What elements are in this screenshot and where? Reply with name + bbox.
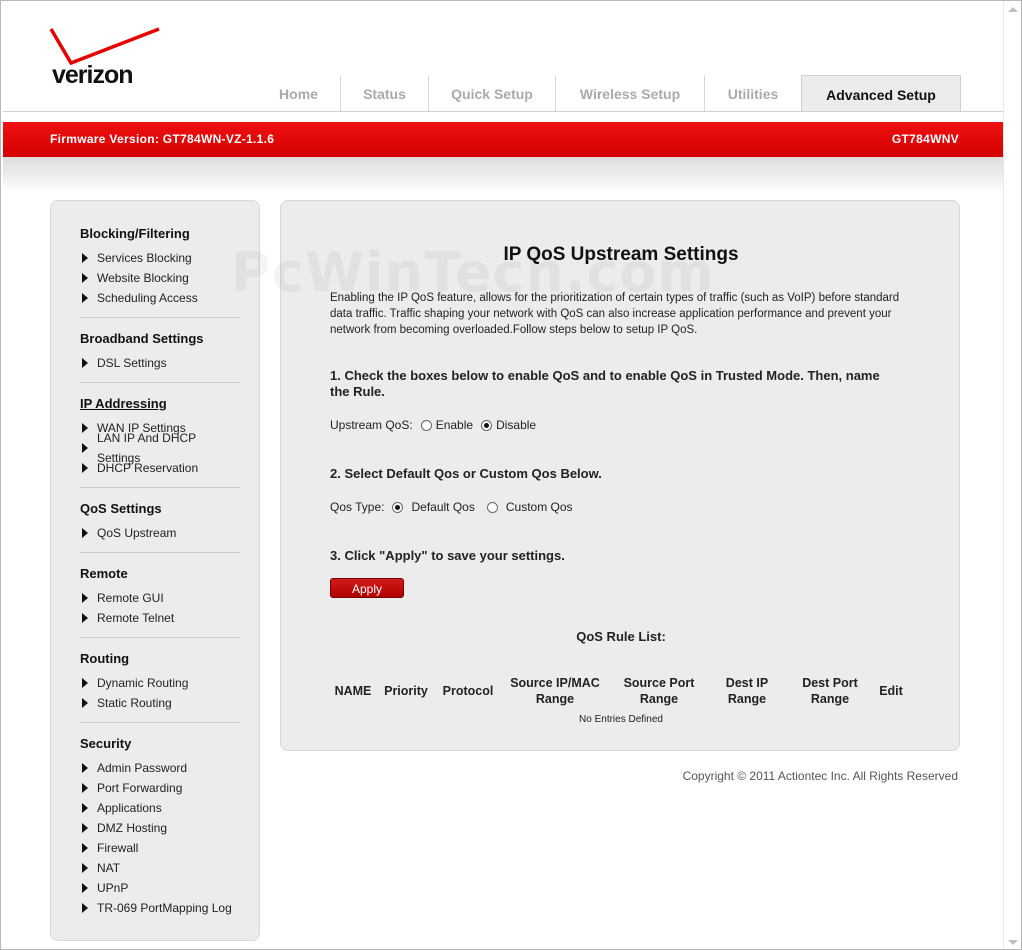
no-entries-text: No Entries Defined <box>579 714 663 725</box>
sidebar-item-port-forwarding[interactable]: Port Forwarding <box>80 778 242 798</box>
column-header-protocol: Protocol <box>442 684 494 698</box>
sidebar-divider <box>80 637 240 638</box>
tab-wireless-setup[interactable]: Wireless Setup <box>556 75 705 111</box>
logo-text: verizon <box>52 61 133 89</box>
column-header-source-port: Source Port Range <box>623 676 695 706</box>
banner-shadow <box>3 157 1006 193</box>
arrow-right-icon <box>82 678 88 688</box>
sidebar-item-remote-telnet[interactable]: Remote Telnet <box>80 608 242 628</box>
arrow-right-icon <box>82 528 88 538</box>
qos-type-label: Qos Type: <box>330 500 385 514</box>
arrow-right-icon <box>82 358 88 368</box>
sidebar-item-scheduling-access[interactable]: Scheduling Access <box>80 288 242 308</box>
sidebar-divider <box>80 487 240 488</box>
sidebar-item-dynamic-routing[interactable]: Dynamic Routing <box>80 673 242 693</box>
sidebar-item-qos-upstream[interactable]: QoS Upstream <box>80 523 242 543</box>
sidebar-section-qos <box>80 501 242 543</box>
custom-qos-radio[interactable] <box>487 502 498 513</box>
page-description: Enabling the IP QoS feature, allows for the prioritization of certain types of traffic (such as VoIP) before standard data traffic. Traffic shaping your network with QoS can also increase application performance and prevent your network from becoming overloaded.Follow steps below to setup IP QoS. <box>330 292 900 336</box>
arrow-right-icon <box>82 613 88 623</box>
sidebar-item-firewall[interactable]: Firewall <box>80 838 242 858</box>
column-header-dest-ip: Dest IP Range <box>725 676 769 706</box>
upstream-qos-row <box>330 418 536 432</box>
main-nav-tabs <box>257 75 961 111</box>
sidebar-section-title: Blocking/Filtering <box>80 226 190 241</box>
sidebar-item-nat[interactable]: NAT <box>80 858 242 878</box>
sidebar-section-title: Routing <box>80 651 130 666</box>
sidebar <box>50 200 260 941</box>
upstream-disable-radio[interactable] <box>481 420 492 431</box>
sidebar-item-dhcp-reservation[interactable]: DHCP Reservation <box>80 458 242 478</box>
custom-qos-label[interactable]: Custom Qos <box>505 500 573 514</box>
sidebar-item-dmz-hosting[interactable]: DMZ Hosting <box>80 818 242 838</box>
arrow-right-icon <box>82 823 88 833</box>
sidebar-section-title-link[interactable]: IP Addressing <box>80 396 167 411</box>
upstream-enable-radio[interactable] <box>421 420 432 431</box>
sidebar-section-ip-addressing <box>80 396 242 478</box>
arrow-right-icon <box>82 253 88 263</box>
arrow-right-icon <box>82 843 88 853</box>
upstream-disable-label[interactable]: Disable <box>496 418 537 432</box>
firmware-version: Firmware Version: GT784WN-VZ-1.1.6 <box>50 132 275 146</box>
verizon-logo[interactable] <box>49 25 169 95</box>
arrow-right-icon <box>82 863 88 873</box>
arrow-right-icon <box>82 783 88 793</box>
arrow-right-icon <box>82 698 88 708</box>
sidebar-section-title: Security <box>80 736 132 751</box>
sidebar-item-wan-ip-settings[interactable]: WAN IP Settings <box>80 418 242 438</box>
column-header-dest-port: Dest Port Range <box>802 676 858 706</box>
arrow-right-icon <box>82 593 88 603</box>
sidebar-divider <box>80 722 240 723</box>
sidebar-section-title: QoS Settings <box>80 501 162 516</box>
header-divider <box>3 111 1006 112</box>
scroll-down-icon[interactable] <box>1008 940 1018 945</box>
sidebar-item-remote-gui[interactable]: Remote GUI <box>80 588 242 608</box>
step-3-heading: 3. Click "Apply" to save your settings. <box>330 548 565 563</box>
sidebar-item-admin-password[interactable]: Admin Password <box>80 758 242 778</box>
sidebar-divider <box>80 552 240 553</box>
upstream-enable-label[interactable]: Enable <box>435 418 474 432</box>
sidebar-section-security <box>80 736 242 918</box>
sidebar-item-website-blocking[interactable]: Website Blocking <box>80 268 242 288</box>
vertical-scrollbar[interactable] <box>1003 1 1021 950</box>
column-header-priority: Priority <box>384 684 428 698</box>
arrow-right-icon <box>82 803 88 813</box>
qos-rule-list-title: QoS Rule List: <box>576 629 666 644</box>
sidebar-section-blocking <box>80 226 242 308</box>
arrow-right-icon <box>82 463 88 473</box>
arrow-right-icon <box>82 883 88 893</box>
sidebar-item-lan-ip-dhcp[interactable]: LAN IP And DHCP Settings <box>80 438 242 458</box>
tab-advanced-setup[interactable]: Advanced Setup <box>801 75 961 111</box>
column-header-source-ip-mac: Source IP/MAC Range <box>510 676 600 706</box>
tab-home[interactable]: Home <box>257 75 341 111</box>
sidebar-item-services-blocking[interactable]: Services Blocking <box>80 248 242 268</box>
verizon-checkmark-icon <box>49 25 169 65</box>
firmware-banner <box>3 122 1006 157</box>
sidebar-section-title: Remote <box>80 566 128 581</box>
arrow-right-icon <box>82 273 88 283</box>
step-2-heading: 2. Select Default Qos or Custom Qos Below. <box>330 466 602 481</box>
upstream-qos-label: Upstream QoS: <box>330 418 413 432</box>
sidebar-item-tr069-log[interactable]: TR-069 PortMapping Log <box>80 898 242 918</box>
watermark-text <box>231 241 715 304</box>
tab-quick-setup[interactable]: Quick Setup <box>429 75 556 111</box>
tab-status[interactable]: Status <box>341 75 429 111</box>
arrow-right-icon <box>82 763 88 773</box>
sidebar-item-static-routing[interactable]: Static Routing <box>80 693 242 713</box>
copyright-text: Copyright © 2011 Actiontec Inc. All Rights Reserved <box>682 769 958 783</box>
scroll-up-icon[interactable] <box>1008 7 1018 12</box>
arrow-right-icon <box>82 293 88 303</box>
default-qos-label[interactable]: Default Qos <box>411 500 475 514</box>
qos-type-row <box>330 500 573 514</box>
sidebar-section-remote <box>80 566 242 628</box>
default-qos-radio[interactable] <box>392 502 403 513</box>
page-title: IP QoS Upstream Settings <box>503 244 739 265</box>
sidebar-divider <box>80 382 240 383</box>
step-1-heading: 1. Check the boxes below to enable QoS and to enable QoS in Trusted Mode. Then, name the Rule. <box>330 368 880 399</box>
sidebar-divider <box>80 317 240 318</box>
sidebar-item-dsl-settings[interactable]: DSL Settings <box>80 353 242 373</box>
apply-button[interactable]: Apply <box>330 578 404 598</box>
column-header-name: NAME <box>334 684 372 698</box>
sidebar-item-applications[interactable]: Applications <box>80 798 242 818</box>
tab-utilities[interactable]: Utilities <box>727 86 779 102</box>
arrow-right-icon <box>82 423 88 433</box>
arrow-right-icon <box>82 443 88 453</box>
model-number: GT784WNV <box>891 132 959 146</box>
sidebar-section-broadband <box>80 331 242 373</box>
sidebar-item-upnp[interactable]: UPnP <box>80 878 242 898</box>
column-header-edit: Edit <box>879 684 903 698</box>
sidebar-section-routing <box>80 651 242 713</box>
sidebar-section-title: Broadband Settings <box>80 331 204 346</box>
arrow-right-icon <box>82 903 88 913</box>
